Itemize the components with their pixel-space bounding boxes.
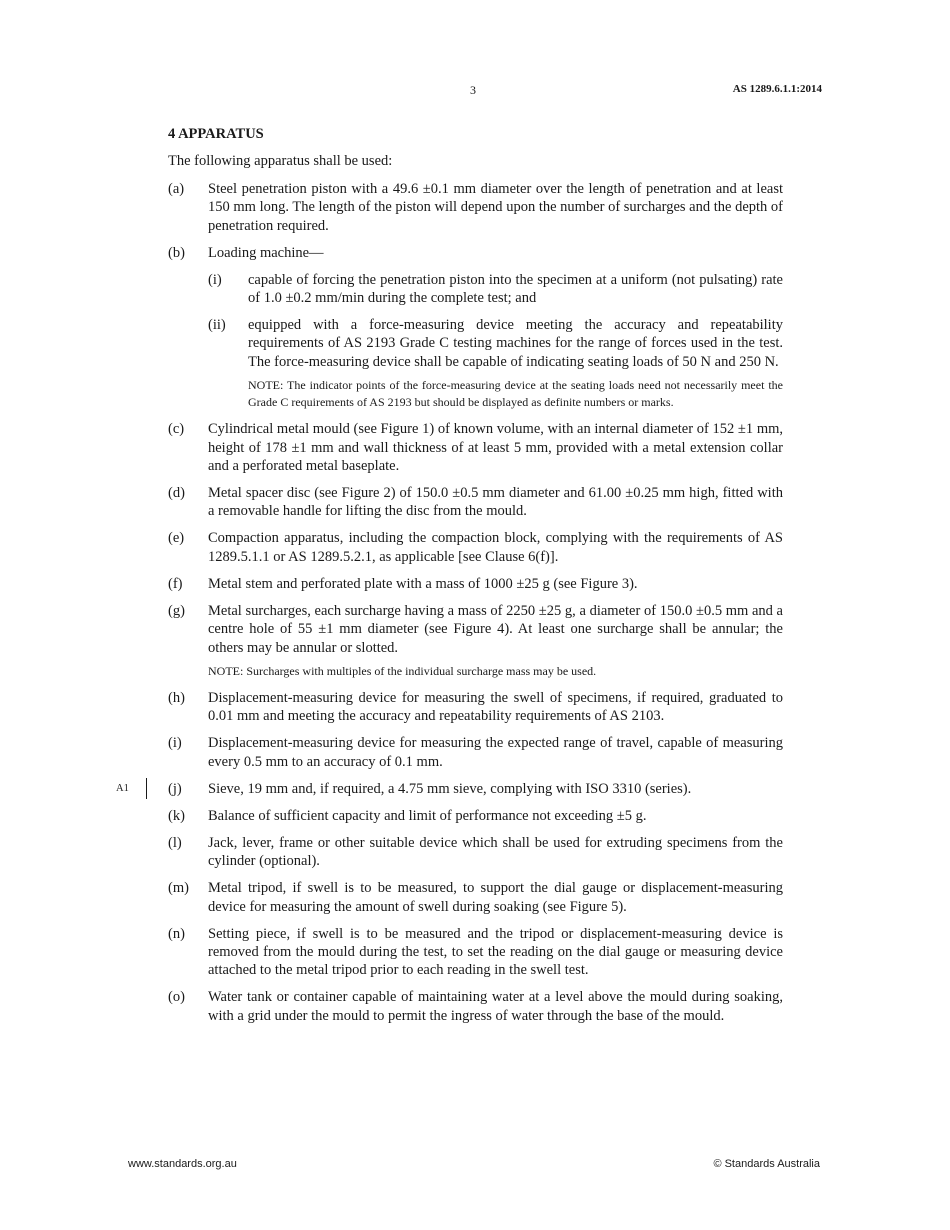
list-item-e (168, 529, 783, 566)
list-item-g (168, 602, 783, 680)
list-item-i (168, 734, 783, 771)
item-label: (m) (168, 880, 189, 897)
item-text: Setting piece, if swell is to be measured and the tripod or displacement-measuring device is removed from the mould during the test, to set the reading on the dial gauge or measuring device attached to the metal tripod prior to each reading in the swell test. (208, 925, 783, 979)
item-text: Displacement-measuring device for measuring the swell of specimens, if required, graduated to 0.01 mm and meeting the accuracy and repeatability requirements of AS 2103. (208, 689, 783, 725)
footer-copyright: © Standards Australia (713, 1158, 820, 1170)
item-text: Steel penetration piston with a 49.6 ±0.1 mm diameter over the length of penetration and at least 150 mm long. The length of the piston will depend upon the number of surcharges and the depth of penetration required. (208, 180, 783, 234)
item-text: Sieve, 19 mm and, if required, a 4.75 mm sieve, complying with ISO 3310 (series). (208, 780, 692, 797)
list-item-o (168, 988, 783, 1025)
list-item-k (168, 807, 783, 825)
apparatus-section (116, 125, 783, 1034)
item-label: (c) (168, 421, 185, 438)
list-item-f (168, 575, 783, 593)
section-intro: The following apparatus shall be used: (168, 153, 393, 170)
list-item-b (168, 244, 783, 412)
list-item-n (168, 925, 783, 980)
page-number: 3 (470, 83, 476, 97)
item-label: (l) (168, 834, 182, 851)
sub-item-text: equipped with a force-measuring device meeting the accuracy and repeatability requirements of AS 2193 Grade C testing machines for the range of forces used in the test. The force-measuring device shall be capable of indicating seating loads of 50 N and 250 N. (248, 317, 783, 370)
list-item-j (116, 780, 783, 798)
item-text: Cylindrical metal mould (see Figure 1) of known volume, with an internal diameter of 152 ±1 mm, height of 178 ±1 mm and wall thickness of at least 5 mm, provided with a metal extension collar and a perforated metal baseplate. (208, 421, 783, 475)
item-text: Metal tripod, if swell is to be measured, to support the dial gauge or displacement-measuring device for measuring the amount of swell during soaking (see Figure 5). (208, 880, 783, 915)
sub-item-ii (208, 316, 783, 412)
item-text: Balance of sufficient capacity and limit of performance not exceeding ±5 g. (208, 807, 647, 824)
item-label: (k) (168, 807, 185, 824)
item-label: (i) (168, 735, 182, 752)
list-item-h (168, 689, 783, 726)
section-heading: 4 APPARATUS (168, 126, 264, 142)
item-text: Water tank or container capable of maintaining water at a level above the mould during soaking, with a grid under the mould to permit the ingress of water through the base of the mould. (208, 989, 783, 1024)
item-label: (d) (168, 485, 185, 502)
sub-item-i (208, 271, 783, 308)
standard-id: AS 1289.6.1.1:2014 (732, 83, 822, 95)
sub-item-label: (i) (208, 271, 222, 288)
item-label: (f) (168, 575, 183, 592)
item-text: Metal surcharges, each surcharge having a mass of 2250 ±25 g, a diameter of 150.0 ±0.5 mm and a centre hole of 55 ±1 mm diameter (see Figure 4). At least one surcharge shall be annular; the others may be annular or slotted. (208, 602, 783, 656)
amendment-marker: A1 (116, 782, 129, 794)
note: NOTE: The indicator points of the force-measuring device at the seating loads need not necessarily meet the Grade C requirements of AS 2193 but should be displayed as definite numbers or marks. (248, 378, 783, 410)
item-label: (o) (168, 989, 185, 1006)
list-item-l (168, 834, 783, 871)
sub-item-text: capable of forcing the penetration piston into the specimen at a uniform (not pulsating) rate of 1.0 ±0.2 mm/min during the complete test; and (248, 271, 783, 307)
item-label: (h) (168, 689, 185, 706)
amendment-bar (146, 778, 147, 799)
list-item-a (168, 180, 783, 235)
item-label: (j) (168, 780, 182, 797)
item-label: (a) (168, 180, 185, 197)
item-text: Jack, lever, frame or other suitable device which shall be used for extruding specimens from the cylinder (optional). (208, 834, 783, 870)
item-text: Compaction apparatus, including the compaction block, complying with the requirements of AS 1289.5.1.1 or AS 1289.5.2.1, as applicable [see Clause 6(f)]. (208, 530, 783, 565)
item-text: Metal spacer disc (see Figure 2) of 150.0 ±0.5 mm diameter and 61.00 ±0.25 mm high, fitted with a removable handle for lifting the disc from the mould. (208, 485, 783, 520)
item-label: (b) (168, 244, 185, 261)
item-text: Displacement-measuring device for measuring the expected range of travel, capable of measuring every 0.5 mm to an accuracy of 0.1 mm. (208, 735, 783, 770)
note: NOTE: Surcharges with multiples of the individual surcharge mass may be used. (208, 664, 597, 679)
item-label: (g) (168, 602, 185, 619)
item-label: (e) (168, 530, 185, 547)
list-item-m (168, 879, 783, 916)
item-text: Metal stem and perforated plate with a mass of 1000 ±25 g (see Figure 3). (208, 575, 638, 592)
footer-website-link[interactable]: www.standards.org.au (128, 1158, 237, 1170)
sub-item-label: (ii) (208, 317, 226, 334)
item-text: Loading machine— (208, 244, 324, 261)
item-label: (n) (168, 925, 185, 942)
list-item-d (168, 484, 783, 521)
list-item-c (168, 420, 783, 475)
